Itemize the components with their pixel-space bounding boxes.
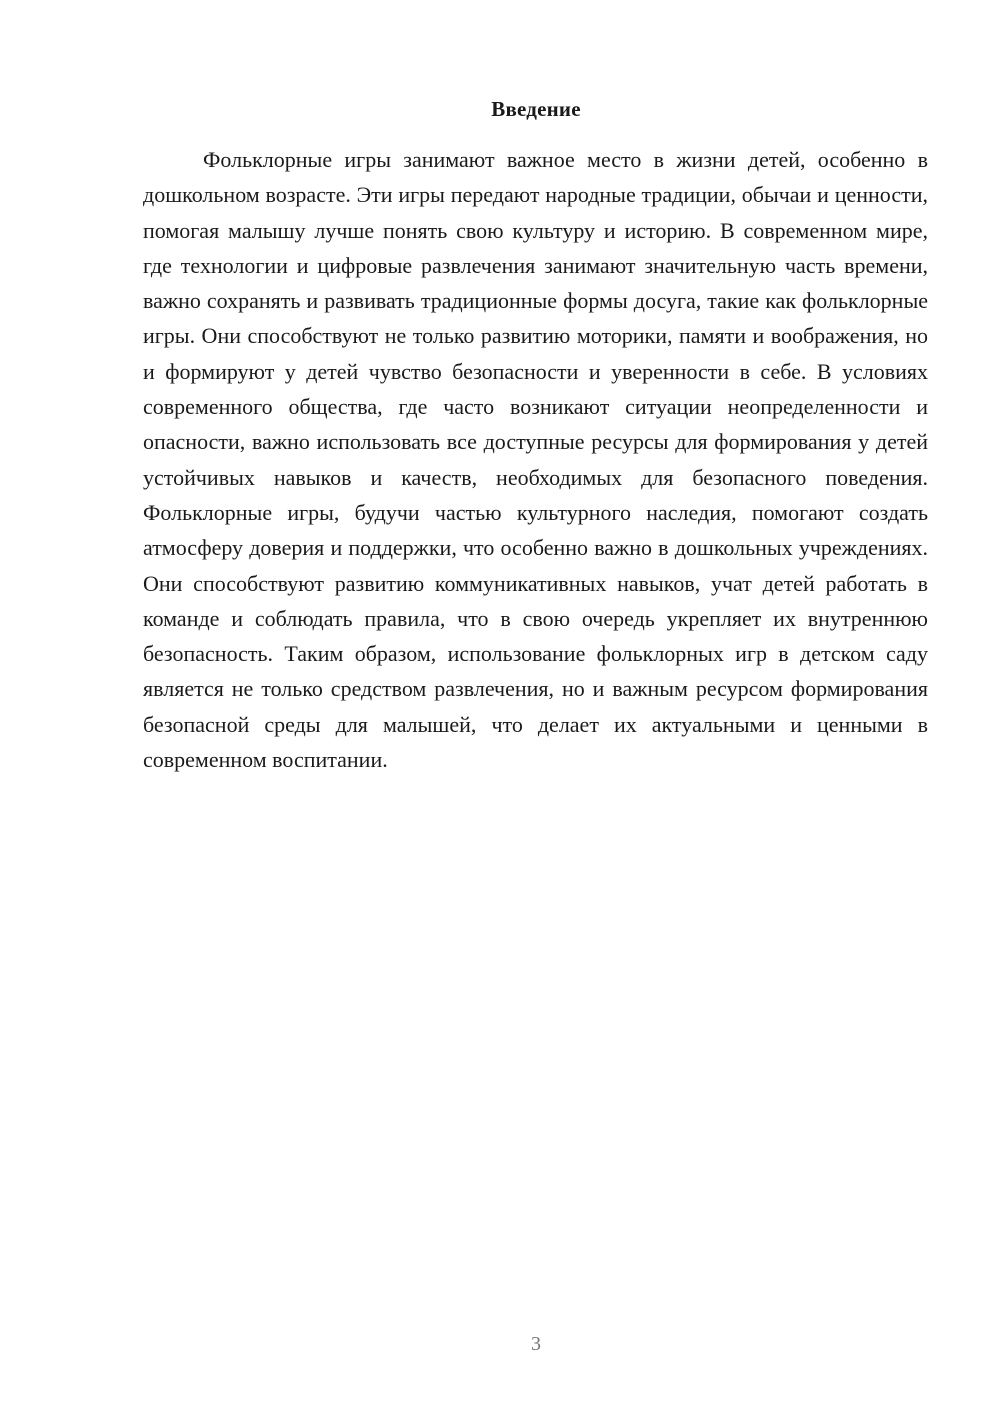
body-paragraph: Фольклорные игры занимают важное место в жизни детей, особенно в дошкольном возрасте. Эти игры передают народные традиции, обычаи и ценности, помогая малышу лучше понять свою культуру и историю. В современном мире, где технологии и цифровые развлечения занимают значительную часть времени, важно сохранять и развивать традиционные формы досуга, такие как фольклорные игры. Они способствуют не только развитию моторики, памяти и воображения, но и формируют у детей чувство безопасности и уверенности в себе. В условиях современного общества, где часто возникают ситуации неопределенности и опасности, важно использовать все доступные ресурсы для формирования у детей устойчивых навыков и качеств, необходимых для безопасного поведения. Фольклорные игры, будучи частью культурного наследия, помогают создать атмосферу доверия и поддержки, что особенно важно в дошкольных учреждениях. Они способствуют развитию коммуникативных навыков, учат детей работать в команде и соблюдать правила, что в свою очередь укрепляет их внутреннюю безопасность. Таким образом, использование фольклорных игр в детском саду является не только средством развлечения, но и важным ресурсом формирования безопасной среды для малышей, что делает их актуальными и ценными в современном воспитании. bbox=[143, 147, 928, 773]
page-number: 3 bbox=[531, 1333, 541, 1355]
section-title: Введение bbox=[491, 97, 581, 121]
